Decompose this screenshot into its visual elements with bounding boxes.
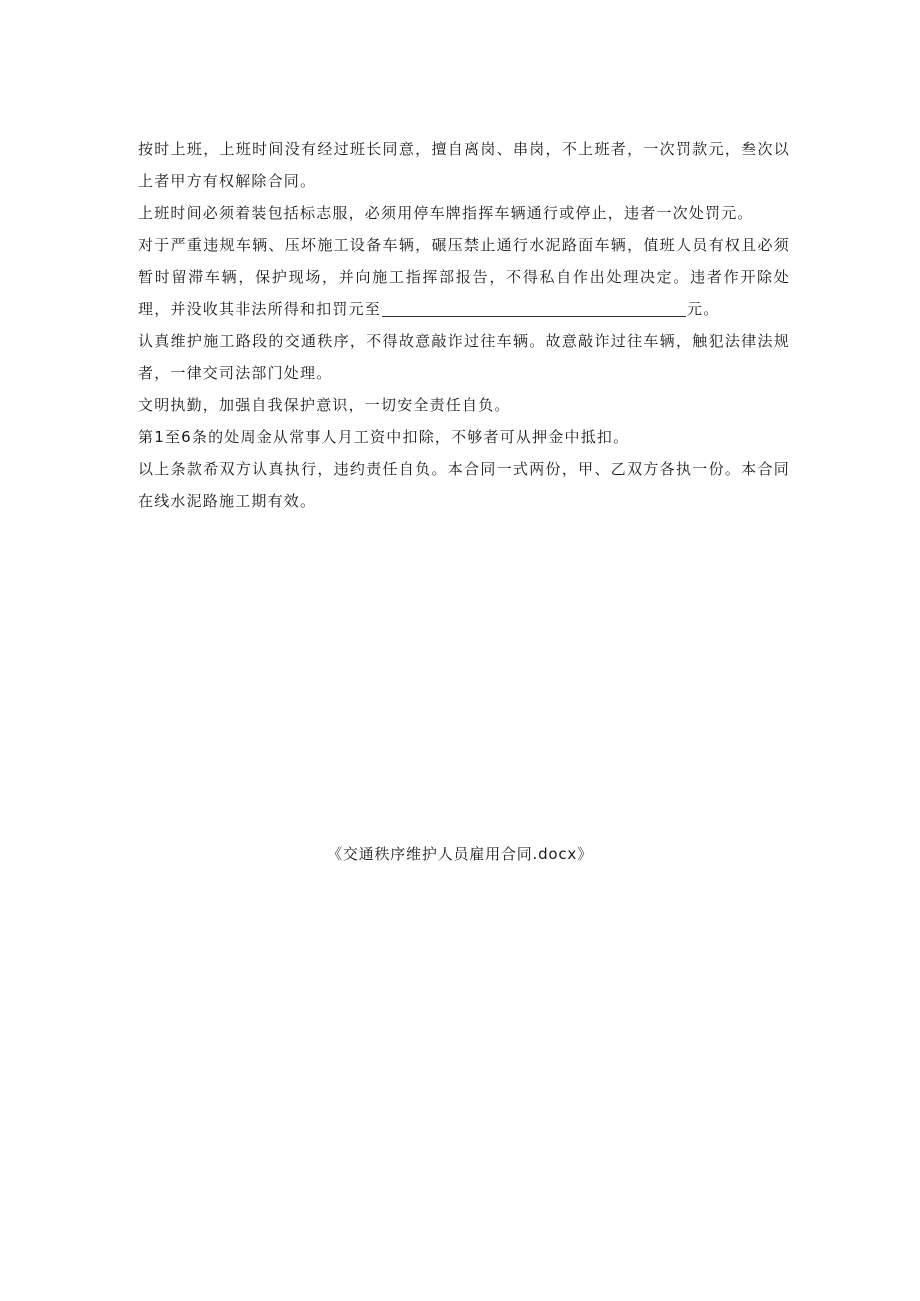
paragraph-attendance: 按时上班，上班时间没有经过班长同意，擅自离岗、串岗，不上班者，一次罚款元，叁次以上者甲方有权解除合同。 bbox=[138, 140, 790, 190]
paragraph-violations-text: 对于严重违规车辆、压坏施工设备车辆，碾压禁止通行水泥路面车辆，值班人员有权且必须暂时留滞车辆，保护现场，并向施工指挥部报告，不得私自作出处理决定。违者作开除处理，并没收其非法所得和扣罚元至 bbox=[138, 236, 790, 318]
paragraph-deductions: 第1至6条的处周金从常事人月工资中扣除，不够者可从押金中抵扣。 bbox=[138, 428, 630, 446]
paragraph-violations bbox=[138, 229, 790, 325]
fill-in-blank bbox=[382, 298, 686, 317]
document-body bbox=[138, 133, 790, 517]
paragraph-terms: 以上条款希双方认真执行，违约责任自负。本合同一式两份，甲、乙双方各执一份。本合同在线水泥路施工期有效。 bbox=[138, 460, 790, 510]
document-file-caption: 《交通秩序维护人员雇用合同.docx》 bbox=[327, 845, 593, 863]
paragraph-civil-duty: 文明执勤，加强自我保护意识，一切安全责任自负。 bbox=[138, 396, 511, 414]
paragraph-uniform: 上班时间必须着装包括标志服，必须用停车牌指挥车辆通行或停止，违者一次处罚元。 bbox=[138, 204, 754, 222]
paragraph-violations-suffix: 元。 bbox=[687, 300, 720, 318]
paragraph-traffic-order: 认真维护施工路段的交通秩序，不得故意敲诈过往车辆。故意敲诈过往车辆，触犯法律法规者，一律交司法部门处理。 bbox=[138, 332, 790, 382]
